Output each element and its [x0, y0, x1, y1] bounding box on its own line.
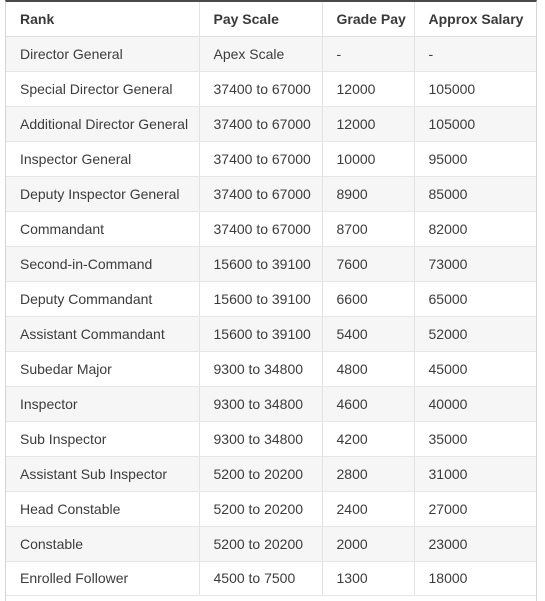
cell-pay-scale: 37400 to 67000 — [199, 141, 322, 176]
cell-pay-scale: 9300 to 34800 — [199, 421, 322, 456]
header-rank: Rank — [6, 2, 199, 36]
cell-approx-salary: 52000 — [414, 316, 536, 351]
cell-grade-pay: 1300 — [322, 561, 414, 595]
cell-pay-scale: 37400 to 67000 — [199, 106, 322, 141]
table-row — [6, 106, 536, 141]
cell-grade-pay: 8900 — [322, 176, 414, 211]
table-row — [6, 491, 536, 526]
cell-rank: Subedar Major — [6, 351, 199, 386]
cell-pay-scale: 37400 to 67000 — [199, 71, 322, 106]
table-row — [6, 386, 536, 421]
cell-approx-salary: 85000 — [414, 176, 536, 211]
cell-rank: Additional Director General — [6, 106, 199, 141]
cell-rank: Sub Inspector — [6, 421, 199, 456]
cell-pay-scale: 5200 to 20200 — [199, 456, 322, 491]
salary-table — [6, 2, 536, 596]
table-row — [6, 456, 536, 491]
cell-approx-salary: 27000 — [414, 491, 536, 526]
cell-grade-pay: 5400 — [322, 316, 414, 351]
cell-rank: Special Director General — [6, 71, 199, 106]
cell-grade-pay: 4600 — [322, 386, 414, 421]
cell-rank: Inspector — [6, 386, 199, 421]
table-row — [6, 351, 536, 386]
table-row — [6, 561, 536, 595]
header-approx-salary: Approx Salary — [414, 2, 536, 36]
cell-rank: Second-in-Command — [6, 246, 199, 281]
header-row — [6, 2, 536, 36]
cell-rank: Constable — [6, 526, 199, 561]
table-body — [6, 36, 536, 595]
cell-approx-salary: 105000 — [414, 106, 536, 141]
cell-pay-scale: 9300 to 34800 — [199, 351, 322, 386]
table-header — [6, 2, 536, 36]
cell-approx-salary: 18000 — [414, 561, 536, 595]
cell-rank: Enrolled Follower — [6, 561, 199, 595]
cell-rank: Director General — [6, 36, 199, 71]
cell-grade-pay: 6600 — [322, 281, 414, 316]
table-row — [6, 246, 536, 281]
cell-pay-scale: Apex Scale — [199, 36, 322, 71]
cell-rank: Commandant — [6, 211, 199, 246]
cell-grade-pay: 7600 — [322, 246, 414, 281]
cell-grade-pay: 4200 — [322, 421, 414, 456]
cell-approx-salary: 40000 — [414, 386, 536, 421]
cell-approx-salary: 105000 — [414, 71, 536, 106]
cell-grade-pay: 12000 — [322, 106, 414, 141]
header-grade-pay: Grade Pay — [322, 2, 414, 36]
table-row — [6, 211, 536, 246]
table-row — [6, 36, 536, 71]
cell-approx-salary: 65000 — [414, 281, 536, 316]
cell-grade-pay: 2400 — [322, 491, 414, 526]
cell-rank: Deputy Inspector General — [6, 176, 199, 211]
cell-grade-pay: 10000 — [322, 141, 414, 176]
cell-pay-scale: 37400 to 67000 — [199, 211, 322, 246]
cell-grade-pay: 4800 — [322, 351, 414, 386]
cell-pay-scale: 15600 to 39100 — [199, 281, 322, 316]
cell-rank: Inspector General — [6, 141, 199, 176]
cell-rank: Assistant Sub Inspector — [6, 456, 199, 491]
header-pay-scale: Pay Scale — [199, 2, 322, 36]
cell-approx-salary: 35000 — [414, 421, 536, 456]
cell-rank: Deputy Commandant — [6, 281, 199, 316]
cell-approx-salary: 45000 — [414, 351, 536, 386]
cell-pay-scale: 4500 to 7500 — [199, 561, 322, 595]
cell-grade-pay: 12000 — [322, 71, 414, 106]
cell-pay-scale: 5200 to 20200 — [199, 491, 322, 526]
cell-pay-scale: 9300 to 34800 — [199, 386, 322, 421]
cell-grade-pay: - — [322, 36, 414, 71]
cell-approx-salary: 73000 — [414, 246, 536, 281]
cell-pay-scale: 37400 to 67000 — [199, 176, 322, 211]
table-row — [6, 421, 536, 456]
cell-pay-scale: 15600 to 39100 — [199, 316, 322, 351]
table-row — [6, 141, 536, 176]
cell-rank: Head Constable — [6, 491, 199, 526]
cell-grade-pay: 2000 — [322, 526, 414, 561]
cell-approx-salary: - — [414, 36, 536, 71]
table-row — [6, 176, 536, 211]
table-row — [6, 71, 536, 106]
cell-grade-pay: 8700 — [322, 211, 414, 246]
cell-pay-scale: 5200 to 20200 — [199, 526, 322, 561]
cell-grade-pay: 2800 — [322, 456, 414, 491]
table-row — [6, 316, 536, 351]
cell-rank: Assistant Commandant — [6, 316, 199, 351]
cell-approx-salary: 82000 — [414, 211, 536, 246]
cell-approx-salary: 23000 — [414, 526, 536, 561]
table-row — [6, 526, 536, 561]
table-row — [6, 281, 536, 316]
cell-approx-salary: 95000 — [414, 141, 536, 176]
cell-pay-scale: 15600 to 39100 — [199, 246, 322, 281]
cell-approx-salary: 31000 — [414, 456, 536, 491]
